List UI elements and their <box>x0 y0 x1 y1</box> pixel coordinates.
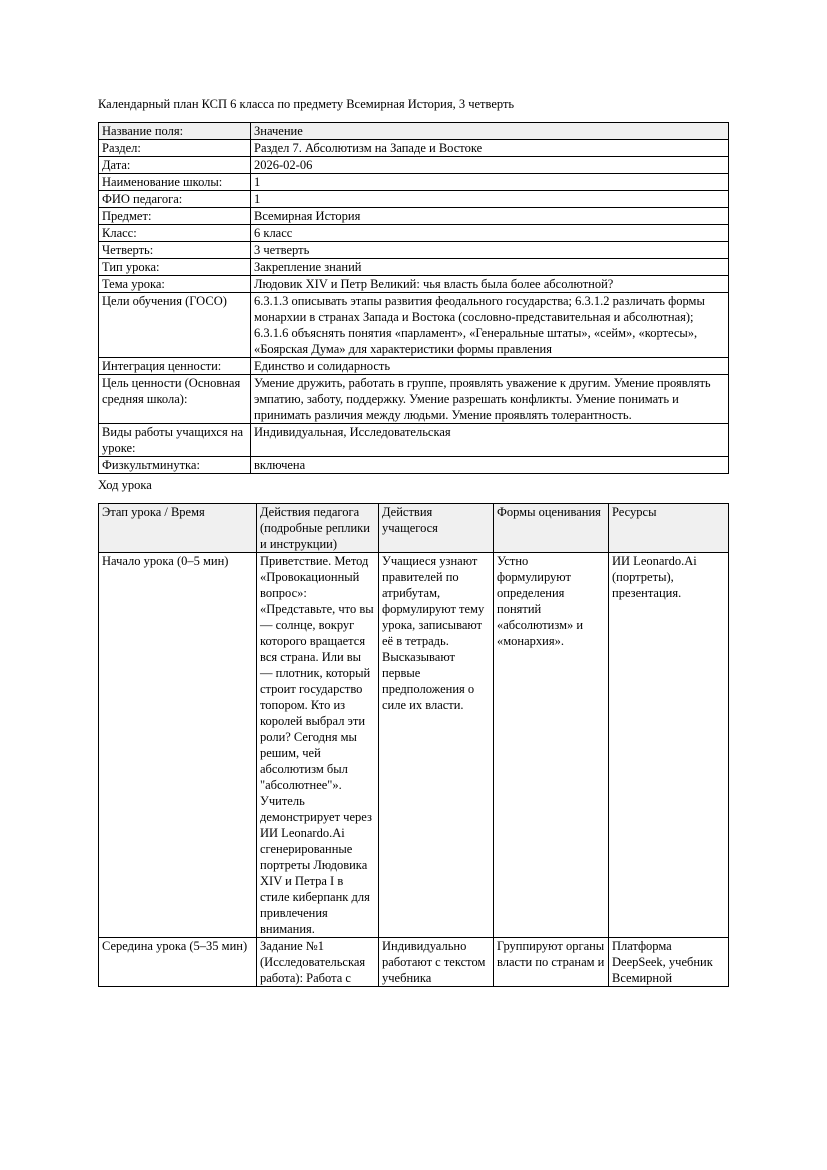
field-label: Дата: <box>99 157 251 174</box>
cell-resources: ИИ Leonardo.Ai (портреты), презентация. <box>609 553 729 938</box>
document-page <box>98 96 728 987</box>
info-header-field: Название поля: <box>99 123 251 140</box>
field-label: Цели обучения (ГОСО) <box>99 293 251 358</box>
field-label: Наименование школы: <box>99 174 251 191</box>
info-table <box>98 122 729 474</box>
field-label: Цель ценности (Основная средняя школа): <box>99 375 251 424</box>
field-label: Физкультминутка: <box>99 457 251 474</box>
field-label: Класс: <box>99 225 251 242</box>
lesson-table-header-row <box>99 504 729 553</box>
field-value: Индивидуальная, Исследовательская <box>251 424 729 457</box>
field-value: Единство и солидарность <box>251 358 729 375</box>
cell-teacher-actions: Приветствие. Метод «Провокационный вопрос»: «Представьте, что вы — солнце, вокруг которого вращается вся страна. Или вы — плотник, который строит государство топором. Кто из королей выбрал эти роли? Сегодня мы решим, чей абсолютизм был "абсолютнее"». Учитель демонстрирует через ИИ Leonardo.Ai сгенерированные портреты Людовика XIV и Петра I в стиле киберпанк для привлечения внимания. <box>257 553 379 938</box>
field-value: Умение дружить, работать в группе, проявлять уважение к другим. Умение проявлять эмпатию, заботу, поддержку. Умение разрешать конфликты. Умение понимать и принимать различия между людьми. Умение проявлять толерантность. <box>251 375 729 424</box>
table-row <box>99 225 729 242</box>
cell-assessment: Устно формулируют определения понятий «абсолютизм» и «монархия». <box>494 553 609 938</box>
cell-assessment: Группируют органы власти по странам и <box>494 938 609 987</box>
field-value: 6.3.1.3 описывать этапы развития феодального государства; 6.3.1.2 различать формы монархии в странах Запада и Востока (сословно-представительная и абсолютная); 6.3.1.6 объяснять понятия «парламент», «Генеральные штаты», «сейм», «кортесы», «Боярская Дума» для характеристики формы правления <box>251 293 729 358</box>
cell-stage: Середина урока (5–35 мин) <box>99 938 257 987</box>
field-value: Закрепление знаний <box>251 259 729 276</box>
table-row <box>99 553 729 938</box>
field-value: 6 класс <box>251 225 729 242</box>
column-header-stage: Этап урока / Время <box>99 504 257 553</box>
cell-student-actions: Индивидуально работают с текстом учебника <box>379 938 494 987</box>
cell-student-actions: Учащиеся узнают правителей по атрибутам, формулируют тему урока, записывают её в тетрадь. Высказывают первые предположения о силе их власти. <box>379 553 494 938</box>
table-row <box>99 276 729 293</box>
table-row <box>99 259 729 276</box>
field-label: Предмет: <box>99 208 251 225</box>
field-label: Тип урока: <box>99 259 251 276</box>
cell-teacher-actions: Задание №1 (Исследовательская работа): Работа с <box>257 938 379 987</box>
table-row <box>99 157 729 174</box>
table-row <box>99 191 729 208</box>
table-row <box>99 424 729 457</box>
field-value: Всемирная История <box>251 208 729 225</box>
field-label: Интеграция ценности: <box>99 358 251 375</box>
column-header-resources: Ресурсы <box>609 504 729 553</box>
section-heading: Ход урока <box>98 478 152 492</box>
column-header-assessment: Формы оценивания <box>494 504 609 553</box>
table-row <box>99 293 729 358</box>
info-table-header-row <box>99 123 729 140</box>
field-label: Раздел: <box>99 140 251 157</box>
field-label: Четверть: <box>99 242 251 259</box>
table-row <box>99 242 729 259</box>
cell-resources: Платформа DeepSeek, учебник Всемирной <box>609 938 729 987</box>
field-value: 2026-02-06 <box>251 157 729 174</box>
field-value: 1 <box>251 191 729 208</box>
table-row <box>99 174 729 191</box>
table-row <box>99 457 729 474</box>
column-header-student-actions: Действия учащегося <box>379 504 494 553</box>
field-value: Людовик XIV и Петр Великий: чья власть была более абсолютной? <box>251 276 729 293</box>
table-row <box>99 358 729 375</box>
field-label: Виды работы учащихся на уроке: <box>99 424 251 457</box>
field-value: включена <box>251 457 729 474</box>
table-row <box>99 140 729 157</box>
table-row <box>99 375 729 424</box>
lesson-table <box>98 503 729 987</box>
field-label: Тема урока: <box>99 276 251 293</box>
field-value: 3 четверть <box>251 242 729 259</box>
field-value: Раздел 7. Абсолютизм на Западе и Востоке <box>251 140 729 157</box>
info-header-value: Значение <box>251 123 729 140</box>
column-header-teacher-actions: Действия педагога (подробные реплики и инструкции) <box>257 504 379 553</box>
cell-stage: Начало урока (0–5 мин) <box>99 553 257 938</box>
field-label: ФИО педагога: <box>99 191 251 208</box>
table-row <box>99 208 729 225</box>
page-title: Календарный план КСП 6 класса по предмету Всемирная История, 3 четверть <box>98 97 515 111</box>
field-value: 1 <box>251 174 729 191</box>
table-row <box>99 938 729 987</box>
